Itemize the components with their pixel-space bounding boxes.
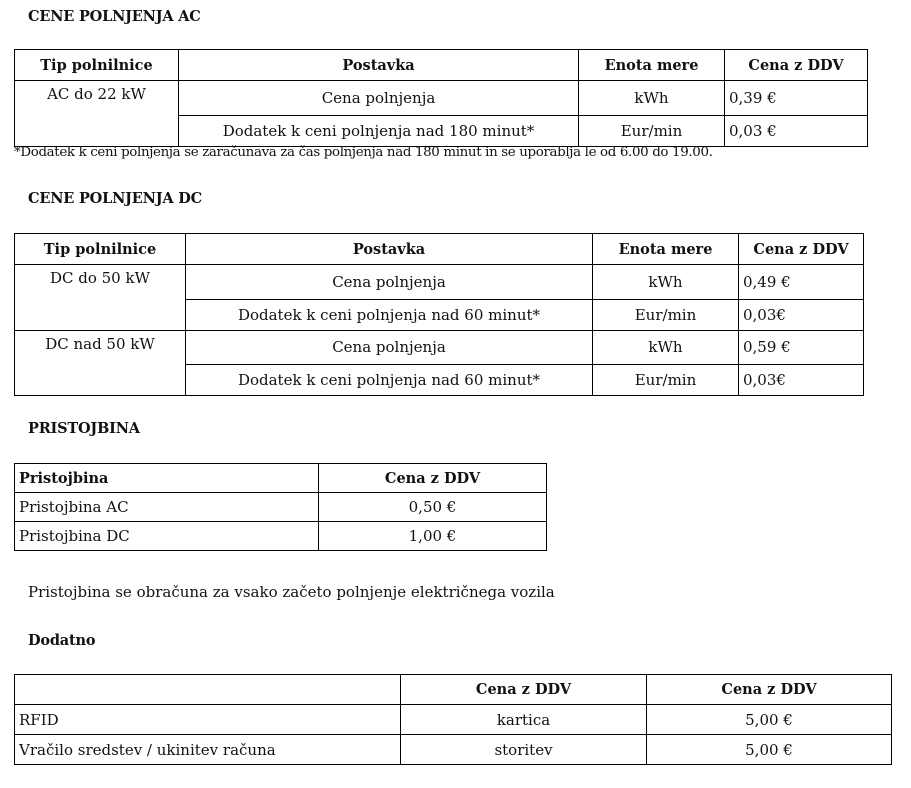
header-postavka: Postavka: [186, 234, 593, 265]
charger-type-cell-empty: [15, 299, 186, 330]
table-row: [15, 365, 864, 396]
table-row: [15, 522, 547, 551]
header-cena-z-ddv: Cena z DDV: [725, 50, 868, 81]
table-row: [15, 493, 547, 522]
header-tip-polnilnice: Tip polnilnice: [15, 234, 186, 265]
fee-name-cell: Pristojbina DC: [15, 522, 319, 551]
header-empty: [15, 675, 401, 705]
extra-section-title: Dodatno: [28, 632, 96, 649]
dc-price-table: [14, 233, 864, 396]
extra-price-cell: 5,00 €: [647, 705, 892, 735]
item-cell: Cena polnjenja: [186, 265, 593, 300]
unit-cell: kWh: [593, 330, 739, 365]
extra-unit-cell: kartica: [401, 705, 647, 735]
extra-price-cell: 5,00 €: [647, 735, 892, 765]
table-header-row: [15, 234, 864, 265]
fee-section-title: PRISTOJBINA: [28, 420, 140, 437]
table-row: [15, 265, 864, 300]
header-cena-z-ddv: Cena z DDV: [319, 464, 547, 493]
header-pristojbina: Pristojbina: [15, 464, 319, 493]
fee-table: [14, 463, 547, 551]
table-row: [15, 115, 868, 146]
charger-type-cell: AC do 22 kW: [15, 81, 179, 116]
item-cell: Dodatek k ceni polnjenja nad 60 minut*: [186, 365, 593, 396]
header-cena-z-ddv: Cena z DDV: [739, 234, 864, 265]
header-cena-z-ddv: Cena z DDV: [401, 675, 647, 705]
charger-type-cell-empty: [15, 115, 179, 146]
price-cell: 0,03€: [739, 299, 864, 330]
item-cell: Cena polnjenja: [179, 81, 579, 116]
item-cell: Cena polnjenja: [186, 330, 593, 365]
extra-unit-cell: storitev: [401, 735, 647, 765]
unit-cell: Eur/min: [593, 365, 739, 396]
price-cell: 0,59 €: [739, 330, 864, 365]
extra-name-cell: RFID: [15, 705, 401, 735]
item-cell: Dodatek k ceni polnjenja nad 180 minut*: [179, 115, 579, 146]
header-tip-polnilnice: Tip polnilnice: [15, 50, 179, 81]
fee-price-cell: 0,50 €: [319, 493, 547, 522]
charger-type-cell: DC nad 50 kW: [15, 330, 186, 365]
fee-name-cell: Pristojbina AC: [15, 493, 319, 522]
table-row: [15, 735, 892, 765]
header-postavka: Postavka: [179, 50, 579, 81]
extra-name-cell: Vračilo sredstev / ukinitev računa: [15, 735, 401, 765]
ac-footnote: *Dodatek k ceni polnjenja se zaračunava za čas polnjenja nad 180 minut in se uporablja le od 6.00 do 19.00.: [14, 145, 713, 160]
price-cell: 0,49 €: [739, 265, 864, 300]
unit-cell: Eur/min: [579, 115, 725, 146]
header-enota-mere: Enota mere: [579, 50, 725, 81]
price-cell: 0,03€: [739, 365, 864, 396]
table-row: [15, 81, 868, 116]
price-cell: 0,39 €: [725, 81, 868, 116]
item-cell: Dodatek k ceni polnjenja nad 60 minut*: [186, 299, 593, 330]
fee-price-cell: 1,00 €: [319, 522, 547, 551]
unit-cell: kWh: [593, 265, 739, 300]
ac-section-title: CENE POLNJENJA AC: [28, 8, 201, 25]
table-row: [15, 330, 864, 365]
table-header-row: [15, 675, 892, 705]
ac-price-table: [14, 49, 868, 147]
table-row: [15, 705, 892, 735]
unit-cell: kWh: [579, 81, 725, 116]
table-row: [15, 299, 864, 330]
table-header-row: [15, 464, 547, 493]
charger-type-cell: DC do 50 kW: [15, 265, 186, 300]
dc-section-title: CENE POLNJENJA DC: [28, 190, 202, 207]
charger-type-cell-empty: [15, 365, 186, 396]
price-cell: 0,03 €: [725, 115, 868, 146]
header-cena-z-ddv-2: Cena z DDV: [647, 675, 892, 705]
table-header-row: [15, 50, 868, 81]
extra-table: [14, 674, 892, 765]
fee-note: Pristojbina se obračuna za vsako začeto polnjenje električnega vozila: [28, 583, 555, 601]
unit-cell: Eur/min: [593, 299, 739, 330]
header-enota-mere: Enota mere: [593, 234, 739, 265]
